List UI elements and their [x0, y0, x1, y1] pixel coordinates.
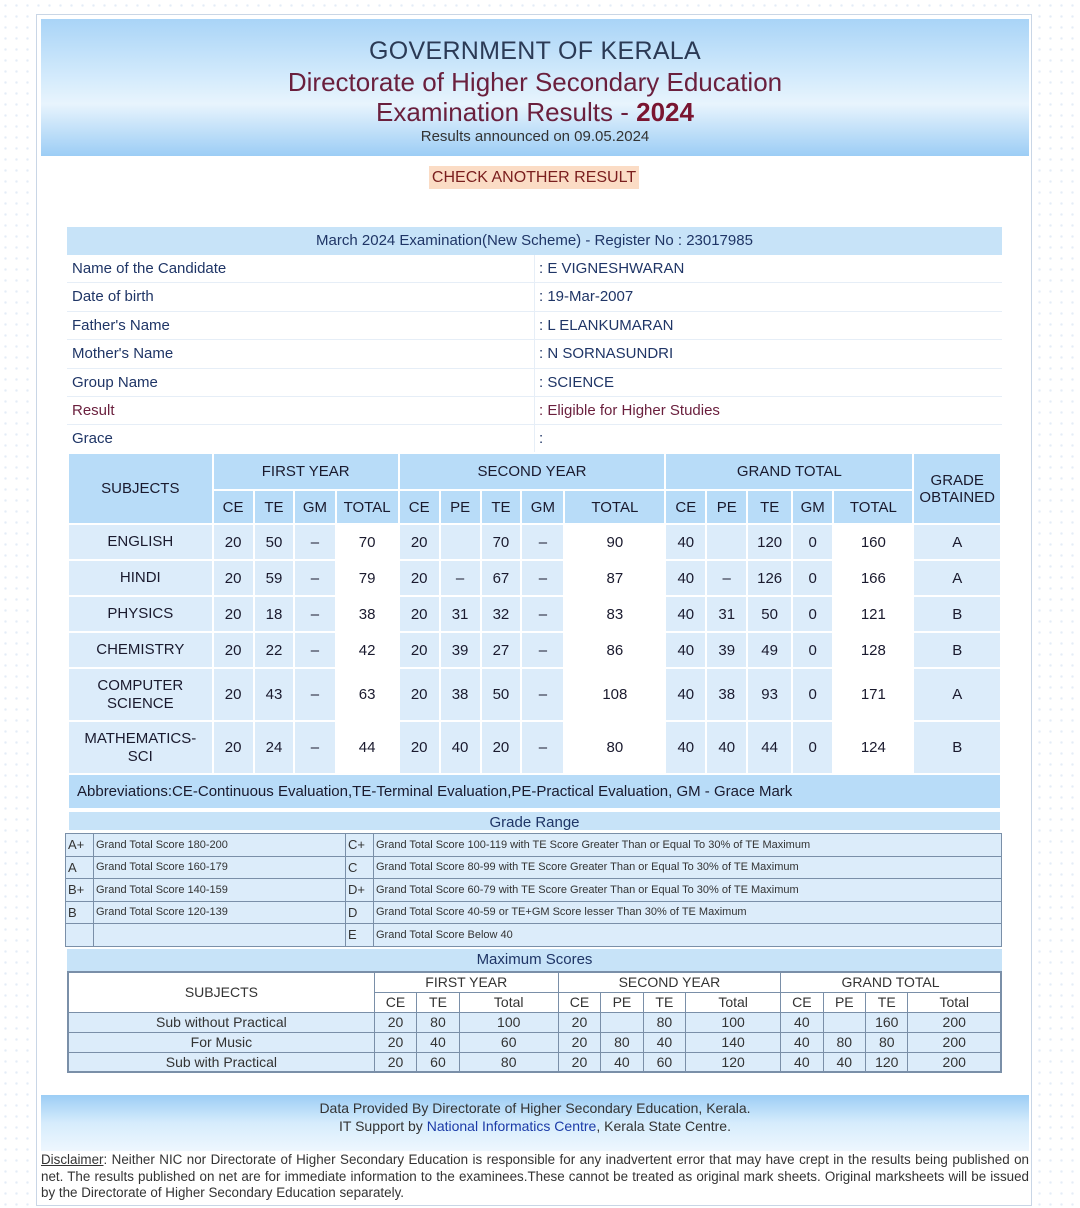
candidate-row: [67, 312, 1002, 340]
grand-total-score: 0: [792, 668, 833, 721]
first-year-score: 20: [213, 524, 254, 560]
result-page: [36, 14, 1032, 1206]
candidate-row: [67, 340, 1002, 368]
field-value: :: [539, 430, 544, 448]
max-first-year: 100: [459, 1012, 558, 1032]
check-another-result-button[interactable]: CHECK ANOTHER RESULT: [429, 166, 639, 189]
grade-description: Grand Total Score Below 40: [374, 924, 1002, 947]
grade-range-section: [67, 810, 1002, 832]
second-year-score: 20: [399, 560, 440, 596]
max-second-year: 40: [601, 1052, 643, 1072]
col-header: GM: [792, 490, 833, 524]
grand-total-score: 40: [665, 721, 706, 774]
candidate-row: [67, 369, 1002, 397]
max-subjects-header: SUBJECTS: [68, 972, 374, 1012]
second-year-score: 38: [440, 668, 481, 721]
max-first-year: 80: [417, 1012, 459, 1032]
second-year-score: 108: [564, 668, 665, 721]
grade-description: Grand Total Score 100-119 with TE Score Greater Than or Equal To 30% of TE Maximum: [374, 834, 1002, 857]
col-header: CE: [213, 490, 254, 524]
max-first-year: 60: [417, 1052, 459, 1072]
field-value: : SCIENCE: [539, 373, 615, 391]
max-second-year: 140: [686, 1032, 781, 1052]
second-year-score: 90: [564, 524, 665, 560]
field-label: Result: [67, 397, 535, 424]
max-first-year: 20: [374, 1032, 416, 1052]
max-second-year: [601, 1012, 643, 1032]
first-year-score: 20: [213, 668, 254, 721]
header-banner: [41, 19, 1029, 156]
grade-description: Grand Total Score 40-59 or TE+GM Score lesser Than 30% of TE Maximum: [374, 901, 1002, 924]
exam-results-label: Examination Results -: [376, 97, 637, 127]
col-header: TE: [417, 992, 459, 1012]
grade-range-row: [66, 924, 1002, 947]
col-header: Total: [459, 992, 558, 1012]
max-scores-section: [67, 949, 1002, 1073]
grand-total-score: 31: [706, 596, 747, 632]
first-year-score: 20: [213, 632, 254, 668]
first-year-score: 42: [336, 632, 399, 668]
grade-description: Grand Total Score 180-200: [94, 834, 346, 857]
field-value: : E VIGNESHWARAN: [539, 260, 685, 277]
max-first-year-header: FIRST YEAR: [374, 972, 558, 992]
first-year-score: 38: [336, 596, 399, 632]
grade-range-row: [66, 901, 1002, 924]
grade-value: B: [913, 596, 1001, 632]
max-grand-total: 80: [866, 1032, 908, 1052]
grand-total-score: 0: [792, 524, 833, 560]
first-year-score: –: [294, 596, 335, 632]
col-header: TE: [481, 490, 522, 524]
second-year-score: 70: [481, 524, 522, 560]
grand-total-score: 171: [833, 668, 913, 721]
field-label: Group Name: [67, 369, 535, 396]
grand-total-score: 40: [665, 560, 706, 596]
second-year-score: –: [521, 721, 564, 774]
second-year-score: –: [521, 668, 564, 721]
max-grand-total: 200: [908, 1032, 1001, 1052]
max-second-year: 20: [558, 1032, 600, 1052]
second-year-score: 50: [481, 668, 522, 721]
col-header: CE: [374, 992, 416, 1012]
footer-it-support: [41, 1117, 1029, 1135]
second-year-score: 86: [564, 632, 665, 668]
max-scores-table: [67, 971, 1002, 1073]
second-year-score: 20: [399, 596, 440, 632]
grand-total-score: 44: [747, 721, 792, 774]
max-grand-total: 200: [908, 1052, 1001, 1072]
max-grand-total: 160: [866, 1012, 908, 1032]
max-grand-total: 80: [823, 1032, 865, 1052]
first-year-header: FIRST YEAR: [213, 453, 399, 490]
col-header: CE: [399, 490, 440, 524]
first-year-score: 59: [254, 560, 295, 596]
grade-description: Grand Total Score 160-179: [94, 856, 346, 879]
grade-code: D: [346, 901, 374, 924]
it-support-label: IT Support by: [339, 1118, 427, 1134]
max-first-year: 20: [374, 1012, 416, 1032]
max-subject-type: Sub with Practical: [68, 1052, 374, 1072]
first-year-score: 43: [254, 668, 295, 721]
max-first-year: 40: [417, 1032, 459, 1052]
grade-description: [94, 924, 346, 947]
col-header: GM: [521, 490, 564, 524]
grand-total-score: 50: [747, 596, 792, 632]
col-header: Total: [686, 992, 781, 1012]
max-second-year: 120: [686, 1052, 781, 1072]
subject-name: ENGLISH: [68, 524, 213, 560]
grand-total-score: 128: [833, 632, 913, 668]
max-grand-total-header: GRAND TOTAL: [781, 972, 1001, 992]
grade-range-row: [66, 879, 1002, 902]
first-year-score: 22: [254, 632, 295, 668]
marks-table: [67, 452, 1002, 810]
it-support-suffix: , Kerala State Centre.: [596, 1118, 731, 1134]
grand-total-score: 40: [706, 721, 747, 774]
max-scores-title: Maximum Scores: [67, 949, 1002, 971]
max-grand-total: 40: [781, 1012, 823, 1032]
first-year-score: 18: [254, 596, 295, 632]
first-year-score: 24: [254, 721, 295, 774]
exam-year: 2024: [636, 97, 694, 127]
grand-total-header: GRAND TOTAL: [665, 453, 913, 490]
max-subject-type: For Music: [68, 1032, 374, 1052]
col-header: PE: [823, 992, 865, 1012]
announced-date: Results announced on 09.05.2024: [420, 128, 650, 145]
col-header: TE: [643, 992, 685, 1012]
second-year-score: [440, 524, 481, 560]
subject-name: HINDI: [68, 560, 213, 596]
grand-total-score: 39: [706, 632, 747, 668]
col-header: TOTAL: [564, 490, 665, 524]
col-header: PE: [601, 992, 643, 1012]
second-year-score: 67: [481, 560, 522, 596]
max-grand-total: 40: [823, 1052, 865, 1072]
col-header: GM: [294, 490, 335, 524]
disclaimer-text: : Neither NIC nor Directorate of Higher Secondary Education is responsible for any inadvertent error that may have crept in the results being published on net. The results published on net are for immediate information to the examinees.These cannot be treated as original mark sheets. Original marksheets will be issued by the Directorate of Higher Secondary Education separately.: [41, 1152, 1029, 1200]
second-year-score: 87: [564, 560, 665, 596]
marks-row: [68, 596, 1001, 632]
grand-total-score: 124: [833, 721, 913, 774]
first-year-score: 20: [213, 596, 254, 632]
max-second-year: 80: [601, 1032, 643, 1052]
field-value: : N SORNASUNDRI: [539, 345, 674, 363]
grand-total-score: 49: [747, 632, 792, 668]
subject-name: COMPUTER SCIENCE: [68, 668, 213, 721]
grade-code: A+: [66, 834, 94, 857]
first-year-score: –: [294, 721, 335, 774]
field-label: Date of birth: [67, 283, 535, 310]
grade-code: C: [346, 856, 374, 879]
grand-total-score: 121: [833, 596, 913, 632]
col-header: TE: [866, 992, 908, 1012]
grand-total-score: 0: [792, 560, 833, 596]
second-year-header: SECOND YEAR: [399, 453, 666, 490]
col-header: CE: [781, 992, 823, 1012]
grade-value: B: [913, 632, 1001, 668]
max-second-year: 80: [643, 1012, 685, 1032]
second-year-score: 20: [399, 721, 440, 774]
grand-total-score: 166: [833, 560, 913, 596]
grand-total-score: 40: [665, 632, 706, 668]
col-header: TOTAL: [336, 490, 399, 524]
grand-total-score: –: [706, 560, 747, 596]
grade-header: GRADE OBTAINED: [913, 453, 1001, 524]
marks-row: [68, 632, 1001, 668]
grand-total-score: 120: [747, 524, 792, 560]
first-year-score: 70: [336, 524, 399, 560]
second-year-score: 39: [440, 632, 481, 668]
disclaimer-label: Disclaimer: [41, 1152, 104, 1167]
max-grand-total: 40: [781, 1032, 823, 1052]
exam-register-title: March 2024 Examination(New Scheme) - Register No : 23017985: [67, 227, 1002, 255]
candidate-row: [67, 425, 1002, 453]
second-year-score: 31: [440, 596, 481, 632]
marks-row: [68, 560, 1001, 596]
marks-row: [68, 721, 1001, 774]
max-second-year: 20: [558, 1052, 600, 1072]
max-score-row: [68, 1012, 1001, 1032]
grand-total-score: 40: [665, 596, 706, 632]
field-label: Father's Name: [67, 312, 535, 339]
first-year-score: 63: [336, 668, 399, 721]
max-second-year: 60: [643, 1052, 685, 1072]
field-label: Name of the Candidate: [67, 255, 535, 282]
grade-description: Grand Total Score 140-159: [94, 879, 346, 902]
max-second-year: 40: [643, 1032, 685, 1052]
grade-code: [66, 924, 94, 947]
candidate-row: [67, 397, 1002, 425]
grade-description: Grand Total Score 60-79 with TE Score Greater Than or Equal To 30% of TE Maximum: [374, 879, 1002, 902]
grand-total-score: 0: [792, 721, 833, 774]
grand-total-score: [706, 524, 747, 560]
marks-row: [68, 668, 1001, 721]
second-year-score: –: [521, 632, 564, 668]
second-year-score: 20: [399, 632, 440, 668]
max-second-year-header: SECOND YEAR: [558, 972, 780, 992]
subjects-header: SUBJECTS: [68, 453, 213, 524]
grade-code: D+: [346, 879, 374, 902]
exam-results-title: [41, 97, 1029, 128]
max-grand-total: 120: [866, 1052, 908, 1072]
footer: [41, 1095, 1029, 1151]
col-header: PE: [440, 490, 481, 524]
max-first-year: 20: [374, 1052, 416, 1072]
max-grand-total: 200: [908, 1012, 1001, 1032]
grand-total-score: 40: [665, 524, 706, 560]
second-year-score: –: [521, 560, 564, 596]
grade-range-row: [66, 856, 1002, 879]
second-year-score: 20: [481, 721, 522, 774]
col-header: TOTAL: [833, 490, 913, 524]
col-header: CE: [558, 992, 600, 1012]
grade-code: B+: [66, 879, 94, 902]
grade-code: B: [66, 901, 94, 924]
grade-value: A: [913, 524, 1001, 560]
second-year-score: 40: [440, 721, 481, 774]
col-header: PE: [706, 490, 747, 524]
max-second-year: 20: [558, 1012, 600, 1032]
grand-total-score: 38: [706, 668, 747, 721]
grade-range-table: [65, 833, 1002, 947]
grade-description: Grand Total Score 120-139: [94, 901, 346, 924]
disclaimer: [41, 1152, 1029, 1202]
second-year-score: –: [440, 560, 481, 596]
max-first-year: 60: [459, 1032, 558, 1052]
grand-total-score: 0: [792, 632, 833, 668]
result-value: : Eligible for Higher Studies: [539, 401, 720, 419]
grand-total-score: 160: [833, 524, 913, 560]
second-year-score: 32: [481, 596, 522, 632]
second-year-score: 27: [481, 632, 522, 668]
first-year-score: –: [294, 632, 335, 668]
col-header: Total: [908, 992, 1001, 1012]
grade-description: Grand Total Score 80-99 with TE Score Greater Than or Equal To 30% of TE Maximum: [374, 856, 1002, 879]
second-year-score: 80: [564, 721, 665, 774]
subject-name: MATHEMATICS-SCI: [68, 721, 213, 774]
first-year-score: –: [294, 524, 335, 560]
first-year-score: –: [294, 668, 335, 721]
grade-value: A: [913, 668, 1001, 721]
second-year-score: 83: [564, 596, 665, 632]
grand-total-score: 126: [747, 560, 792, 596]
grade-code: A: [66, 856, 94, 879]
directorate-title: Directorate of Higher Secondary Education: [287, 67, 783, 97]
first-year-score: 79: [336, 560, 399, 596]
max-score-row: [68, 1052, 1001, 1072]
first-year-score: 20: [213, 560, 254, 596]
grade-value: A: [913, 560, 1001, 596]
grand-total-score: 40: [665, 668, 706, 721]
col-header: TE: [747, 490, 792, 524]
govt-title: GOVERNMENT OF KERALA: [369, 37, 701, 65]
max-second-year: 100: [686, 1012, 781, 1032]
col-header: CE: [665, 490, 706, 524]
second-year-score: –: [521, 524, 564, 560]
footer-data-provider: Data Provided By Directorate of Higher Secondary Education, Kerala.: [319, 1100, 751, 1116]
grade-code: C+: [346, 834, 374, 857]
grade-code: E: [346, 924, 374, 947]
col-header: TE: [254, 490, 295, 524]
field-value: : L ELANKUMARAN: [539, 316, 674, 334]
grade-range-row: [66, 834, 1002, 857]
second-year-score: 20: [399, 524, 440, 560]
max-grand-total: 40: [781, 1052, 823, 1072]
field-label: Grace: [67, 425, 535, 452]
grand-total-score: 0: [792, 596, 833, 632]
grade-range-title: Grade Range: [67, 810, 1002, 832]
candidate-row: [67, 283, 1002, 311]
subject-name: PHYSICS: [68, 596, 213, 632]
first-year-score: 20: [213, 721, 254, 774]
candidate-details: [67, 227, 1002, 454]
max-first-year: 80: [459, 1052, 558, 1072]
first-year-score: –: [294, 560, 335, 596]
second-year-score: 20: [399, 668, 440, 721]
marks-row: [68, 524, 1001, 560]
max-subject-type: Sub without Practical: [68, 1012, 374, 1032]
grade-value: B: [913, 721, 1001, 774]
field-value: : 19-Mar-2007: [539, 288, 634, 306]
subject-name: CHEMISTRY: [68, 632, 213, 668]
first-year-score: 44: [336, 721, 399, 774]
max-score-row: [68, 1032, 1001, 1052]
max-grand-total: [823, 1012, 865, 1032]
abbreviations-note: Abbreviations:CE-Continuous Evaluation,TE-Terminal Evaluation,PE-Practical Evaluation, GM - Grace Mark: [68, 774, 1001, 809]
nic-link[interactable]: National Informatics Centre: [426, 1118, 597, 1134]
grand-total-score: 93: [747, 668, 792, 721]
first-year-score: 50: [254, 524, 295, 560]
candidate-row: [67, 255, 1002, 283]
field-label: Mother's Name: [67, 340, 535, 367]
second-year-score: –: [521, 596, 564, 632]
